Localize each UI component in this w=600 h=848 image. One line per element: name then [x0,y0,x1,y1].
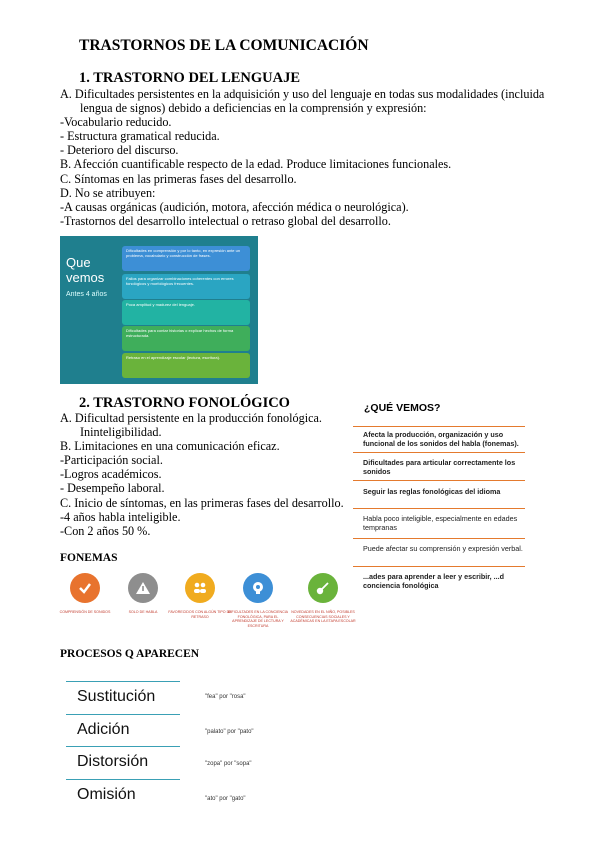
section2-body [60,411,344,538]
section1-body [60,87,544,228]
icon-caption: NOVEDADES EN EL NIÑO, POSIBLES CONSECUENCIAS SOCIALES Y ACADÉMICAS EN LA ETAPA ESCOLAR [290,610,356,623]
slide-subtitle: Antes 4 años [66,291,107,298]
section1-line: -A causas orgánicas (audición, motora, afección médica o neurológica). [60,199,409,214]
slide-title-line: Que [66,255,91,270]
que-vemos-item: Dificultades para articular correctamente los sonidos [363,458,516,476]
divider [66,746,180,747]
divider [353,452,525,453]
que-vemos-item: Habla poco inteligible, especialmente en edades tempranas [363,514,518,532]
divider [353,508,525,509]
page-title: TRASTORNOS DE LA COMUNICACIÓN [79,37,369,54]
que-vemos-item: Afecta la producción, organización y uso funcional de los sonidos del habla (fonemas). [363,430,519,448]
proceso-name: Adición [77,721,130,738]
proceso-example: "palato" por "pato" [205,729,254,735]
proceso-name: Omisión [77,786,136,803]
procesos-heading: PROCESOS Q APARECEN [60,648,200,660]
section2-line: -4 años habla inteligible. [60,509,181,524]
slide-title [66,255,104,285]
section2-line: Ininteligibilidad. [80,425,162,440]
check-icon [70,573,100,603]
slide-box: Fallos para organizar combinaciones coherentes con errores fonológicos y morfológicos frecuentes. [122,274,250,299]
section1-line: -Trastornos del desarrollo intelectual o retraso global del desarrollo. [60,213,391,228]
que-vemos-slide [60,236,258,384]
icon-caption: FAVORECIDOS CON ALGÚN TIPO DE RETRASO [168,610,232,619]
section2-line: C. Inicio de síntomas, en las primeras fases del desarrollo. [60,495,344,510]
section1-line: -Vocabulario reducido. [60,115,172,130]
divider [353,426,525,427]
section2-heading: 2. TRASTORNO FONOLÓGICO [79,395,290,411]
divider [66,681,180,682]
divider [353,566,525,567]
icon-caption: COMPRENSIÓN DE SONIDOS [59,610,111,614]
que-vemos-item: Puede afectar su comprensión y expresión verbal. [363,544,523,553]
brain-icon [243,573,273,603]
section2-line: -Participación social. [60,453,163,468]
que-vemos-title: ¿QUÉ VEMOS? [364,402,441,414]
slide-title-line: vemos [66,270,105,285]
proceso-name: Distorsión [77,753,149,770]
divider [66,779,180,780]
section1-line: lengua de signos) debido a deficiencias en la comprensión y expresión: [80,101,427,116]
proceso-example: "zopa" por "sopa" [205,761,252,767]
section2-line: A. Dificultad persistente en la producción fonológica. [60,411,322,425]
divider [353,480,525,481]
people-icon [185,573,215,603]
que-vemos-item: ...ades para aprender a leer y escribir, ...d conciencia fonológica [363,572,505,590]
proceso-name: Sustitución [77,688,156,705]
slide-box: Dificultades en comprensión y por lo tanto, en expresión ante un problema, vocabulario y construcción de frases. [122,246,250,271]
section2-line: - Desempeño laboral. [60,481,165,496]
section1-heading: 1. TRASTORNO DEL LENGUAJE [79,70,301,86]
section1-line: A. Dificultades persistentes en la adquisición y uso del lenguaje en todas sus modalidades (incluida [60,87,545,101]
icon-caption: SOLO DE HABLA [128,610,158,614]
section2-line: -Logros académicos. [60,467,162,482]
slide-box: Retraso en el aprendizaje escolar (lectura, escritura). [122,353,250,378]
section1-line: - Estructura gramatical reducida. [60,129,220,144]
icon-caption: DIFICULTADES EN LA CONCIENCIA FONOLÓGICA, PARA EL APRENDIZAJE DE LECTURA Y ESCRITURA [227,610,289,628]
section2-line: B. Limitaciones en una comunicación eficaz. [60,439,280,454]
divider [353,538,525,539]
warning-icon [128,573,158,603]
section1-line: B. Afección cuantificable respecto de la edad. Produce limitaciones funcionales. [60,157,452,172]
que-vemos-item: Seguir las reglas fonológicas del idioma [363,487,501,496]
proceso-example: "fea" por "rosa" [205,694,246,700]
divider [66,714,180,715]
section1-line: C. Síntomas en las primeras fases del desarrollo. [60,171,297,186]
section1-line: - Deterioro del discurso. [60,143,179,158]
fonemas-heading: FONEMAS [60,552,118,564]
proceso-example: "ato" por "gato" [205,796,246,802]
section2-line: -Con 2 años 50 %. [60,523,151,538]
section1-line: D. No se atribuyen: [60,185,156,200]
slide-box: Dificultades para contar historias o explicar hechos de forma estructurada. [122,326,250,351]
slide-box: Poca amplitud y madurez del lenguaje. [122,300,250,325]
guitar-icon [308,573,338,603]
